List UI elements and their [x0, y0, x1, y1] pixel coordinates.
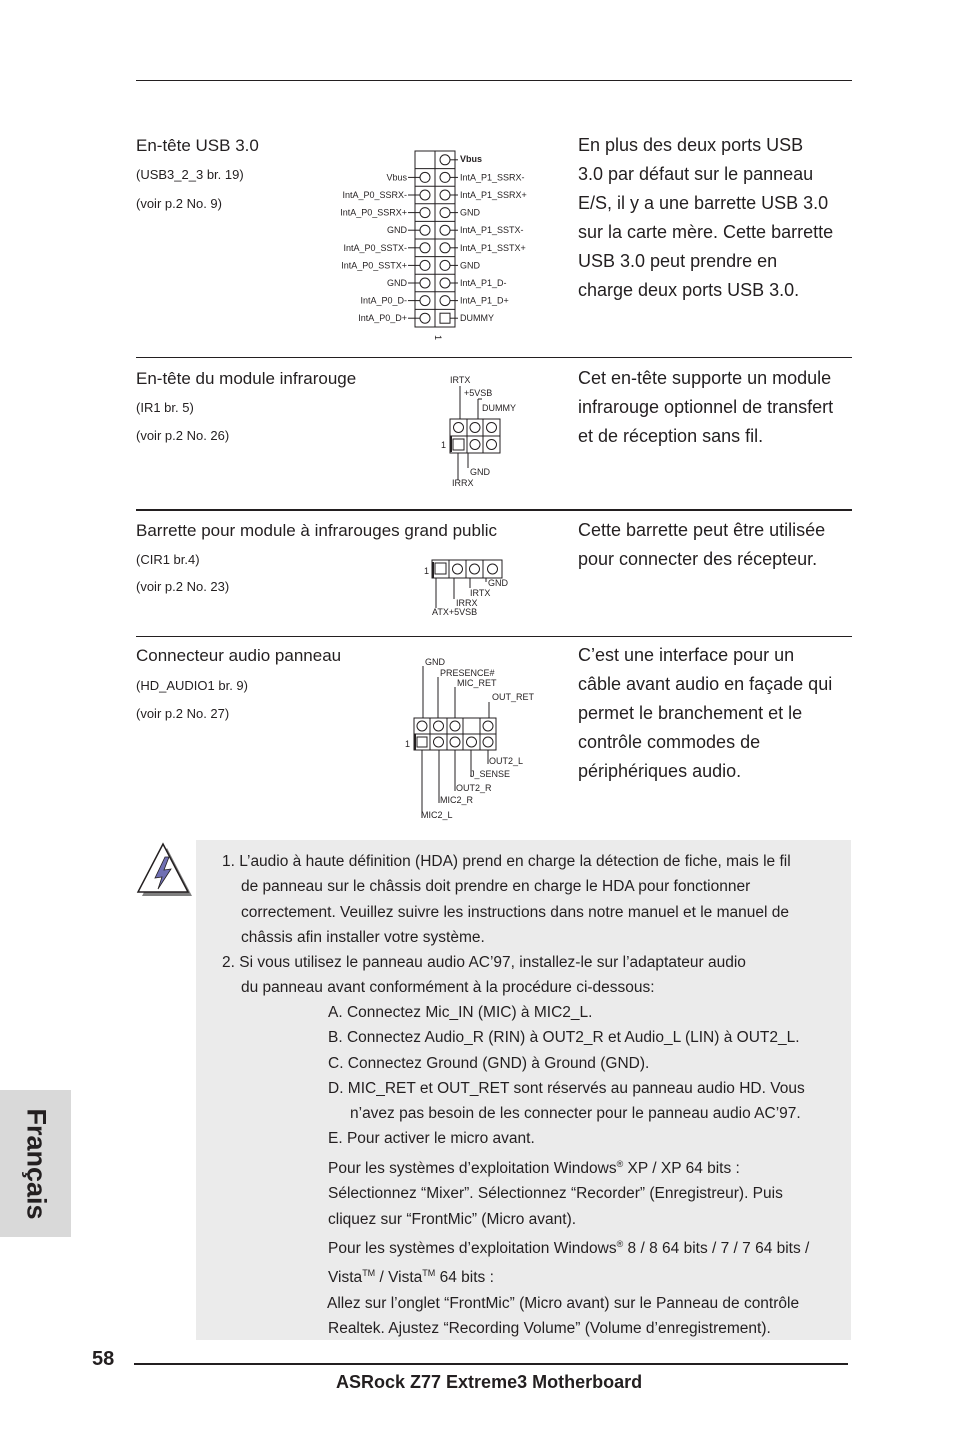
- usb3-pin-label: IntA_P1_SSTX+: [460, 242, 526, 253]
- footer-product-name: ASRock Z77 Extreme3 Motherboard: [336, 1372, 643, 1392]
- usb3-pin-label: IntA_P0_SSTX-: [343, 242, 407, 253]
- audio-pin-label: MIC2_R: [440, 795, 474, 805]
- ir-pin-label: GND: [470, 467, 490, 477]
- section-divider: [136, 357, 852, 358]
- section-divider: [136, 509, 852, 511]
- cir-description: Cette barrette peut être utilisée pour connecter des récepteur.: [578, 520, 826, 569]
- audio-pin-label: MIC2_L: [421, 810, 453, 820]
- footer-rule: [134, 1363, 848, 1365]
- audio-description: C’est une interface pour un câble avant audio en façade qui permet le branchement et le contrôle commodes de périphériques audio.: [578, 645, 833, 781]
- usb3-pin-label: IntA_P1_SSRX+: [460, 190, 527, 200]
- usb3-pin-label: Vbus: [386, 172, 407, 183]
- audio-pin-label: OUT2_L: [489, 756, 524, 766]
- usb3-pin-label: IntA_P0_SSRX+: [340, 207, 407, 218]
- audio-see: (voir p.2 No. 27): [136, 706, 230, 721]
- step-e: E. Pour activer le micro avant.: [328, 1130, 535, 1148]
- audio-pin-label: GND: [425, 657, 445, 667]
- ir-ref: (IR1 br. 5): [136, 400, 194, 415]
- audio-pin-label: PRESENCE#: [440, 668, 495, 678]
- ir-pin1-label: 1: [441, 440, 447, 450]
- ir-pin-label: DUMMY: [482, 403, 516, 413]
- note-2-steps: A. Connectez Mic_IN (MIC) à MIC2_L. B. Connectez Audio_R (RIN) à OUT2_R et Audio_L (LIN) à OUT2_L. C. Connectez Ground (GND) à Ground (GND). D. MIC_RET et OUT_RET sont réservés au panneau audio HD. Vous n’avez pas besoin de les connecter pour le panneau audio AC’97. E. Pour activer le micro avant. Pour les systèmes d’exploitation Windows® XP / XP 64 bits : Sélectionnez “Mixer”. Sélectionnez “Recorder” (Enregistreur). Puis cliquez sur “FrontMic” (Micro avant). Pour les systèmes d’exploitation Windows® 8 / 8 64 bits / 7 / 7 64 bits / Vista™ / Vista™ 64 bits : Allez sur l’onglet “FrontMic” (Micro avant) sur le Panneau de contrôle Realtek. Ajustez “Recording Volume” (Volume d’enregistrement).: [328, 1000, 809, 1341]
- section-divider: [136, 636, 852, 637]
- ir-see: (voir p.2 No. 26): [136, 428, 230, 443]
- usb3-pin-label: IntA_P0_SSTX+: [341, 260, 407, 271]
- audio-ref: (HD_AUDIO1 br. 9): [136, 678, 248, 693]
- audio-pin1-label: 1: [405, 739, 411, 749]
- usb3-pin1-label: 1: [433, 335, 443, 340]
- warning-icon: [134, 840, 196, 902]
- audio-pin-label: OUT2_R: [456, 783, 492, 793]
- cir-pin-label: IRRX: [456, 598, 478, 608]
- step-c: C. Connectez Ground (GND) à Ground (GND).: [328, 1054, 650, 1072]
- usb3-pin-label: IntA_P1_SSTX-: [460, 225, 524, 236]
- step-d: D. MIC_RET et OUT_RET sont réservés au panneau audio HD. Vous: [328, 1079, 805, 1097]
- audio-pin-label: J_SENSE: [470, 769, 511, 779]
- usb3-pin-label: GND: [460, 207, 480, 218]
- language-side-tab: [0, 1090, 71, 1237]
- usb3-ref: (USB3_2_3 br. 19): [136, 167, 244, 182]
- step-b: B. Connectez Audio_R (RIN) à OUT2_R et Audio_L (LIN) à OUT2_L.: [328, 1029, 800, 1047]
- ir-pin-label: IRRX: [452, 478, 474, 488]
- usb3-see: (voir p.2 No. 9): [136, 196, 222, 211]
- usb3-pin-label: IntA_P1_D+: [460, 295, 509, 306]
- usb3-pin-label: GND: [460, 260, 480, 271]
- audio-title: Connecteur audio panneau: [136, 646, 342, 665]
- usb3-pin-label: GND: [387, 278, 407, 288]
- ir-pin-label: +5VSB: [464, 388, 493, 398]
- note-1: 1. L’audio à haute définition (HDA) prend en charge la détection de fiche, mais le fil de panneau sur le châssis doit prendre en charge le HDA pour fonctionner correctement. Veuillez suivre les instructions dans notre manuel et le manuel de châssis afin installer votre système.: [222, 853, 791, 946]
- cir-header-diagram: [422, 552, 522, 618]
- usb3-pin-label: IntA_P1_SSRX-: [460, 172, 525, 183]
- ir-pin-label: IRTX: [450, 375, 471, 385]
- usb3-pin-label: IntA_P0_D-: [360, 295, 407, 306]
- language-label: Français: [21, 1107, 51, 1220]
- usb3-pin-label: DUMMY: [460, 313, 494, 324]
- usb3-pin-label: GND: [387, 225, 407, 236]
- ir-header-diagram: [440, 372, 540, 490]
- usb3-description: En plus des deux ports USB 3.0 par défaut sur le panneau E/S, il y a une barrette USB 3.0 sur la carte mère. Cette barrette USB 3.0 peut prendre en charge deux ports USB 3.0.: [578, 135, 834, 300]
- audio-header-diagram: [400, 652, 550, 824]
- usb3-pin-label: IntA_P1_D-: [460, 278, 507, 288]
- cir-pin-label: GND: [488, 578, 508, 588]
- usb3-pin-label: IntA_P0_D+: [358, 313, 407, 324]
- usb3-title: En-tête USB 3.0: [136, 136, 259, 155]
- cir-ref: (CIR1 br.4): [136, 552, 200, 567]
- cir-pin-label: ATX+5VSB: [432, 607, 478, 617]
- note-2: 2. Si vous utilisez le panneau audio AC’97, installez-le sur l’adaptateur audio du panneau avant conformément à la procédure ci-dessous:: [222, 954, 746, 997]
- audio-pin-label: OUT_RET: [492, 692, 535, 702]
- audio-pin-label: MIC_RET: [457, 678, 497, 688]
- win8-instruction: Pour les systèmes d’exploitation Windows® 8 / 8 64 bits / 7 / 7 64 bits /: [328, 1238, 810, 1257]
- step-a: A. Connectez Mic_IN (MIC) à MIC2_L.: [328, 1004, 593, 1021]
- cir-see: (voir p.2 No. 23): [136, 579, 230, 594]
- cir-pin1-label: 1: [424, 566, 430, 576]
- top-rule: [136, 80, 852, 81]
- usb3-pin-label: IntA_P0_SSRX-: [342, 190, 407, 200]
- xp-instruction: Pour les systèmes d’exploitation Windows® XP / XP 64 bits :: [328, 1158, 740, 1177]
- cir-pin-label: IRTX: [470, 588, 491, 598]
- cir-title: Barrette pour module à infrarouges grand public: [136, 521, 497, 540]
- usb3-header-diagram: [320, 145, 560, 340]
- usb3-pin-label: Vbus: [460, 154, 483, 164]
- ir-title: En-tête du module infrarouge: [136, 369, 357, 388]
- page-number: 58: [92, 1348, 115, 1370]
- ir-description: Cet en-tête supporte un module infrarouge optionnel de transfert et de réception sans fil.: [578, 368, 834, 446]
- step-d-cont: n’avez pas besoin de les connecter pour le panneau audio AC’97.: [350, 1105, 801, 1123]
